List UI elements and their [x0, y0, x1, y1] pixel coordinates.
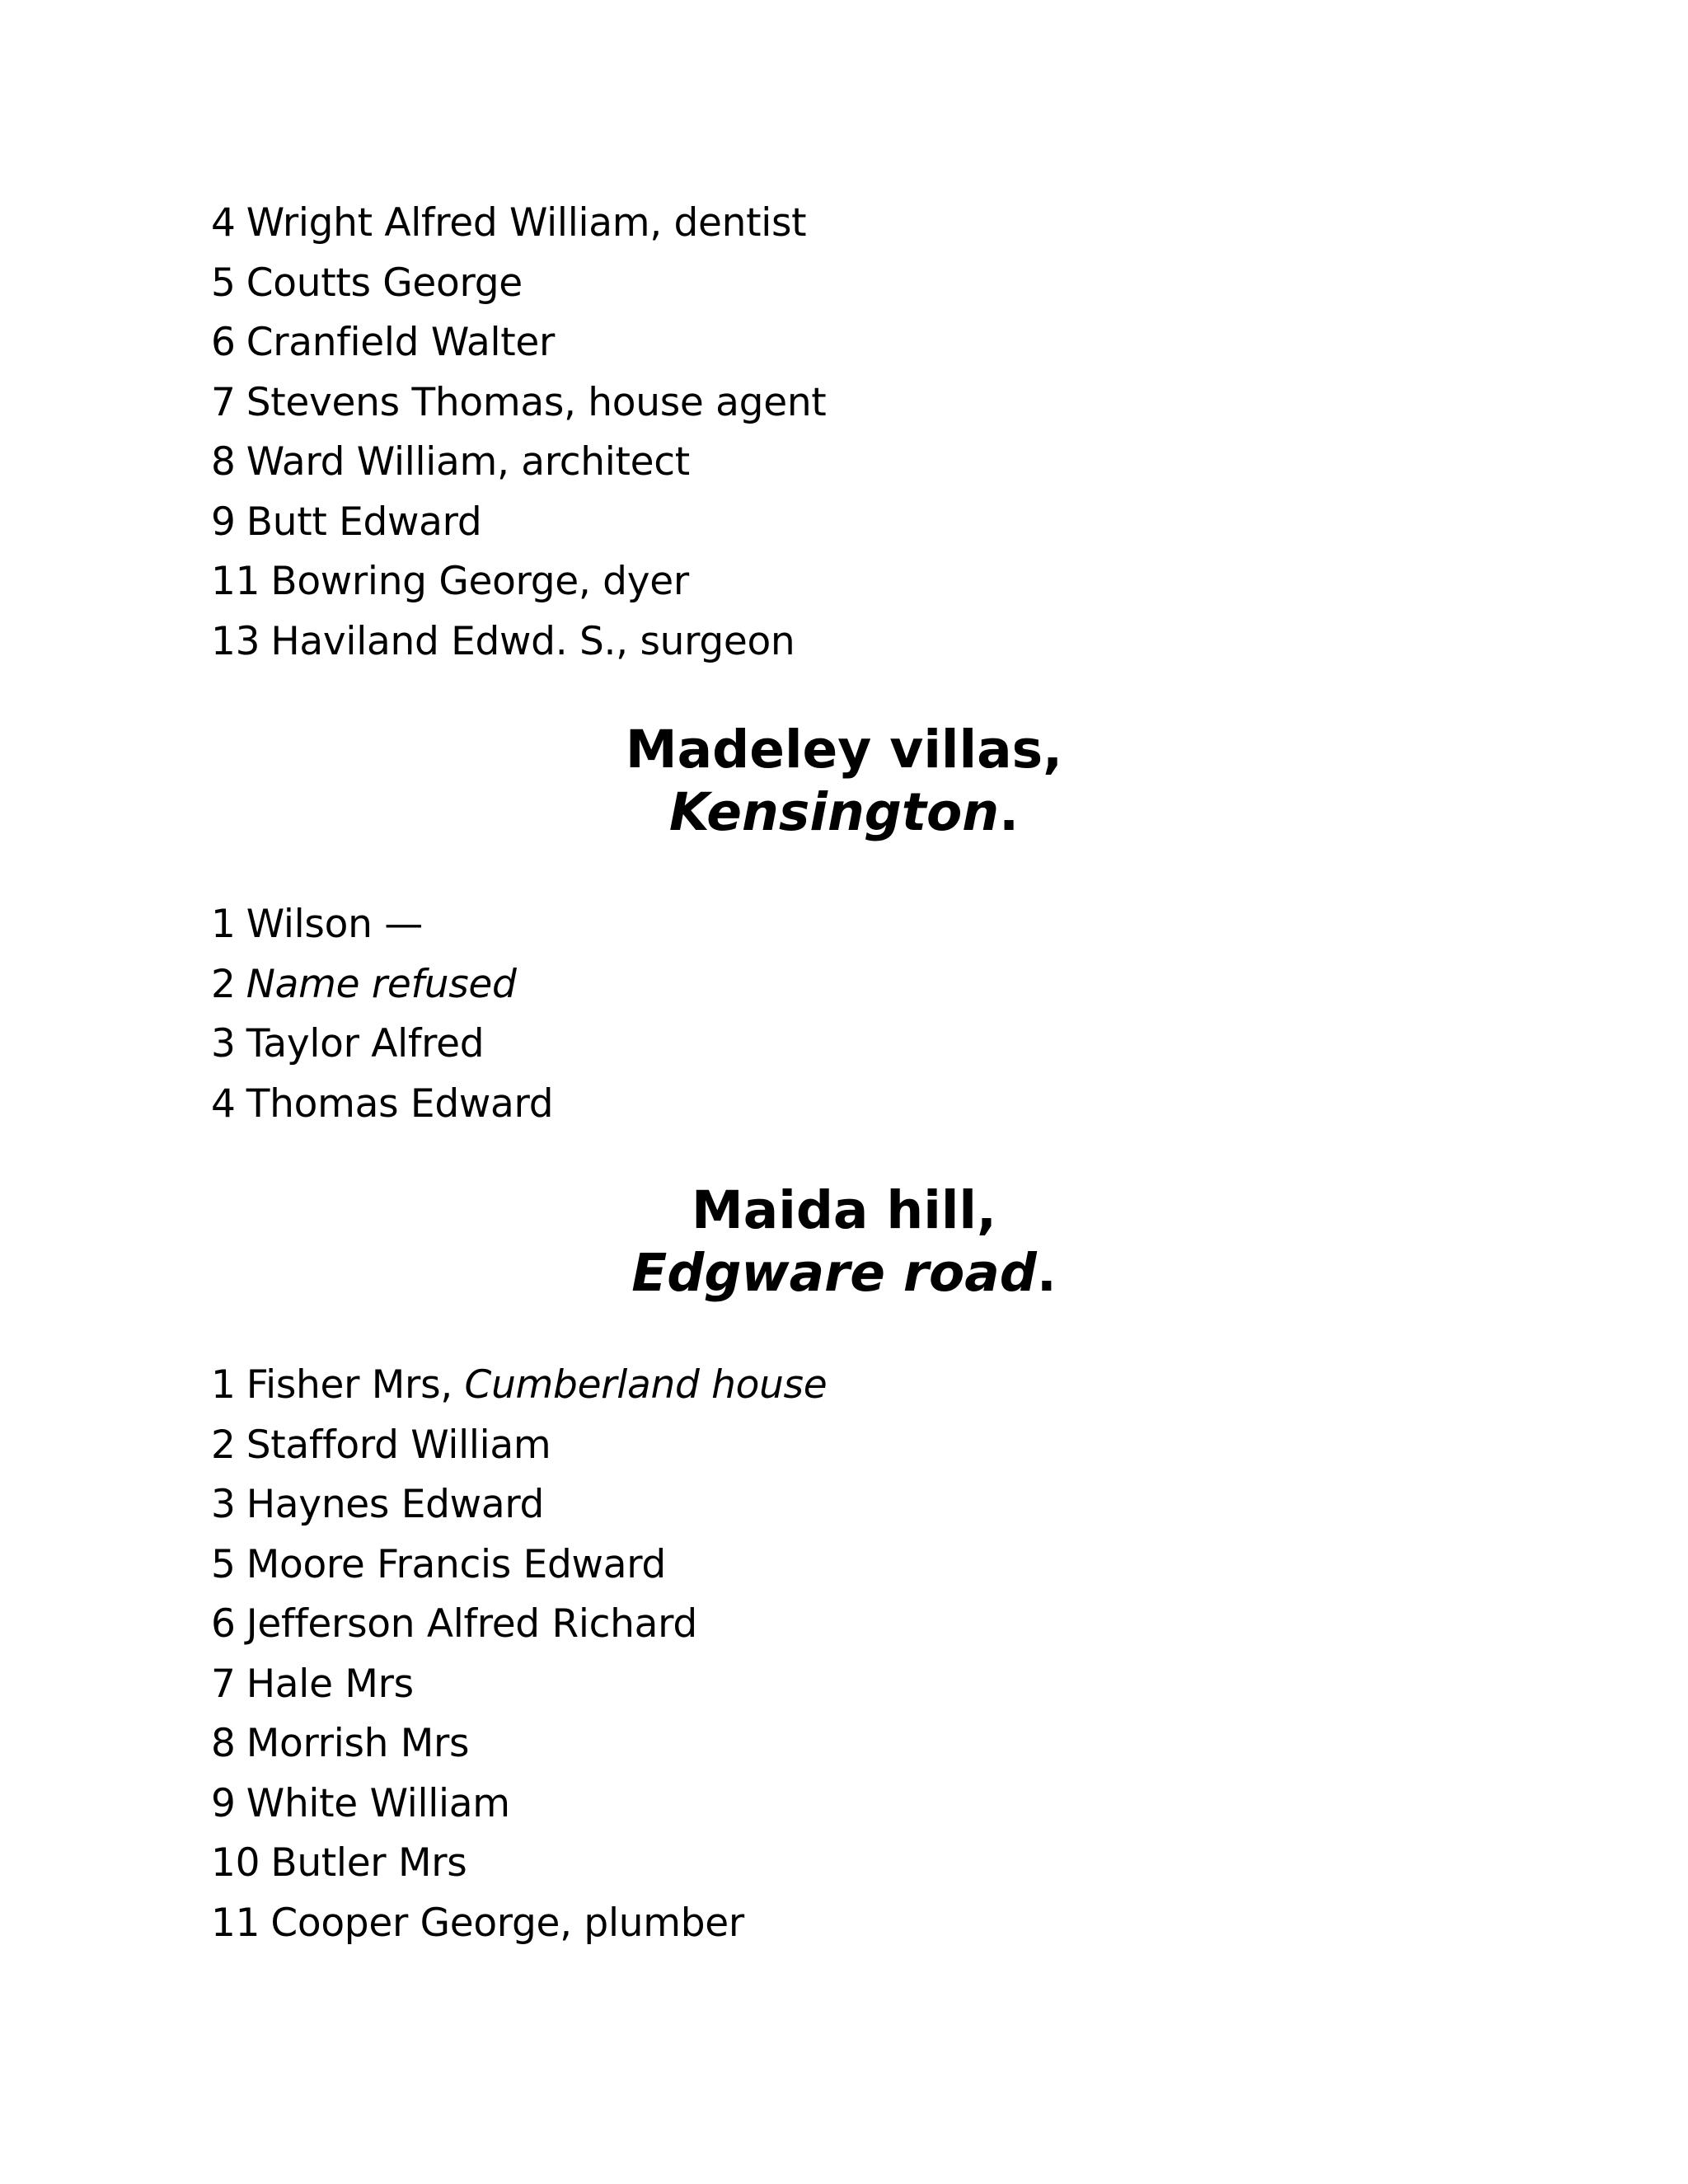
list-item	[211, 373, 1530, 434]
house-number: 3	[211, 1482, 236, 1527]
list-item	[211, 254, 1530, 314]
house-number: 6	[211, 320, 236, 365]
list-item	[211, 612, 1530, 673]
list-item	[211, 313, 1530, 373]
house-number: 2	[211, 1422, 236, 1468]
district-name	[0, 781, 1688, 844]
house-number: 4	[211, 200, 236, 246]
list-item	[211, 1834, 1530, 1894]
district-name-text: Kensington	[668, 782, 1000, 842]
house-number: 3	[211, 1021, 236, 1066]
list-item	[211, 1595, 1530, 1655]
entry-list-madeley-villas	[211, 895, 1530, 1134]
resident-name: Stevens Thomas, house agent	[246, 379, 827, 425]
list-item	[211, 1655, 1530, 1715]
house-number: 7	[211, 1661, 236, 1707]
list-item	[211, 552, 1530, 612]
resident-name: Wilson —	[246, 902, 423, 947]
house-number: 5	[211, 260, 236, 306]
resident-name: Fisher Mrs,	[246, 1362, 452, 1408]
section-heading-maida-hill	[0, 1179, 1688, 1305]
district-name	[0, 1242, 1688, 1305]
resident-name: Hale Mrs	[246, 1661, 414, 1707]
list-item	[211, 194, 1530, 254]
list-item	[211, 493, 1530, 553]
resident-name: Jefferson Alfred Richard	[246, 1601, 697, 1647]
house-number: 4	[211, 1080, 236, 1127]
resident-name: Haynes Edward	[246, 1482, 545, 1527]
resident-name: Haviland Edwd. S., surgeon	[270, 618, 795, 664]
resident-name: Coutts George	[246, 260, 523, 306]
house-number: 2	[211, 961, 236, 1007]
resident-name: Butt Edward	[246, 499, 482, 545]
resident-name: Butler Mrs	[270, 1840, 467, 1886]
resident-name: Ward William, architect	[246, 439, 690, 485]
resident-name: White William	[246, 1780, 510, 1826]
resident-name: Cooper George, plumber	[270, 1900, 744, 1946]
list-item	[211, 1015, 1530, 1075]
list-item	[211, 1416, 1530, 1476]
list-item	[211, 955, 1530, 1015]
list-item	[211, 1774, 1530, 1835]
list-item	[211, 1714, 1530, 1774]
list-item	[211, 1535, 1530, 1596]
house-number: 11	[211, 1900, 260, 1946]
house-number: 5	[211, 1541, 236, 1587]
resident-name: Cranfield Walter	[246, 320, 556, 365]
list-item	[211, 895, 1530, 955]
house-number: 8	[211, 1721, 236, 1766]
resident-name: Thomas Edward	[246, 1080, 554, 1127]
heading-period: .	[999, 782, 1020, 842]
resident-name: Morrish Mrs	[246, 1721, 470, 1766]
resident-name: Bowring George, dyer	[270, 559, 689, 604]
district-name-text: Edgware road	[631, 1243, 1037, 1303]
entry-list-continued	[211, 194, 1530, 672]
house-number: 1	[211, 1362, 236, 1408]
list-item	[211, 1894, 1530, 1954]
house-number: 1	[211, 902, 236, 947]
street-name: Maida hill,	[692, 1180, 996, 1240]
resident-name: Moore Francis Edward	[246, 1541, 666, 1587]
house-number: 9	[211, 499, 236, 545]
resident-name: Taylor Alfred	[246, 1021, 485, 1066]
house-number: 8	[211, 439, 236, 485]
entry-list-maida-hill	[211, 1356, 1530, 1953]
house-number: 7	[211, 379, 236, 425]
house-number: 10	[211, 1840, 260, 1886]
resident-name: Stafford William	[246, 1422, 551, 1468]
list-item	[211, 1075, 1530, 1135]
resident-note: Name refused	[246, 961, 517, 1007]
list-item	[211, 1356, 1530, 1416]
heading-period: .	[1036, 1243, 1057, 1303]
resident-name: Wright Alfred William, dentist	[246, 200, 807, 246]
house-number: 6	[211, 1601, 236, 1647]
house-name: Cumberland house	[464, 1362, 828, 1408]
list-item	[211, 433, 1530, 493]
list-item	[211, 1475, 1530, 1535]
house-number: 13	[211, 618, 260, 664]
street-name: Madeley villas,	[625, 719, 1063, 780]
house-number: 9	[211, 1780, 236, 1826]
section-heading-madeley-villas	[0, 719, 1688, 844]
house-number: 11	[211, 559, 260, 604]
